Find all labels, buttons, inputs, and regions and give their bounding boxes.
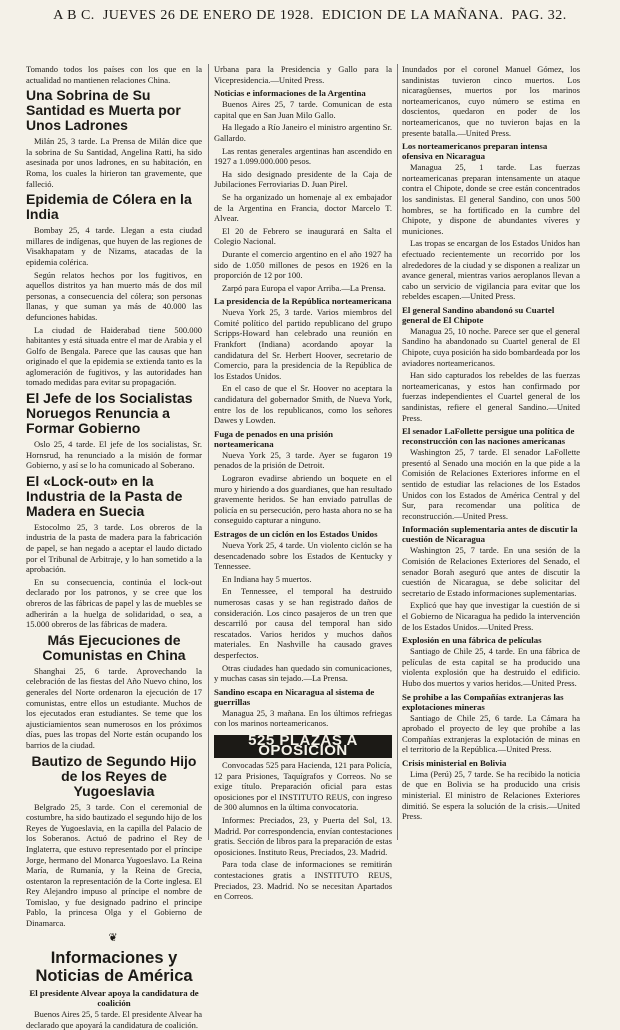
- subheadline: El general Sandino abandonó su Cuartel general de El Chipote: [402, 304, 555, 325]
- article-text: En Tennessee, el temporal ha destruido numerosas casas y se han registrado daños de consideración. Los cinco pasajeros de un tren que descarriló por causa del temporal han sido rescatados. Varios heridos y muchos daños materiales. En Nashville ha causado graves desperfectos.: [214, 586, 392, 660]
- subheadline: Sandino escapa en Nicaragua al sistema de guerrillas: [214, 686, 375, 707]
- article-text: Shanghai 25, 6 tarde. Aprovechando la celebración de las fiestas del Año Nuevo chino, los generales del Norte ordenaron la ejecución de 17 comunistas, entre ellos un estudiante. Muchos de los ejecutados eran estudiantes. Se teme que los ajusticiamientos sean numerosos en los próximos días, pues las tropas del Norte están ocupando los barrios de la ciudad.: [26, 665, 202, 750]
- header-date: JUEVES 26 DE ENERO DE 1928.: [102, 8, 314, 23]
- article-text: Nueva York 25, 3 tarde. Ayer se fugaron 19 penados de la prisión de Detroit.: [214, 449, 392, 471]
- article-text: Inundados por el coronel Manuel Gómez, los sandinistas tuvieron cinco muertos. Los nicaragüenses, muertos por los marinos norteamericanos, cuyo número se estima en doscientos, quedaron en poder de los norteamericanos, que no tuvieron bajas en la presente batalla.—United Press.: [402, 64, 580, 138]
- subheadline: La presidencia de la República norteamericana: [214, 296, 392, 307]
- article-text: En su consecuencia, continúa el lock-out declarado por los patronos, y se cree que los obreros de las fábricas de papel y las de muebles se adherirán a la huelga de solidaridad, o sea, a 15.000 obreros de las fábricas de madera.: [26, 576, 202, 630]
- headline: Epidemia de Cólera en la India: [26, 191, 192, 223]
- headline: Bautizo de Segundo Hijo de los Reyes de Yugoeslavia: [31, 752, 197, 799]
- headline: El Jefe de los Socialistas Noruegos Renuncia a Formar Gobierno: [26, 390, 193, 437]
- article-text: Milán 25, 3 tarde. La Prensa de Milán dice que la sobrina de Su Santidad, Angelina Ratti, ha sido asesinada por unos ladrones, en su habitación, en Roma, los cuales la hirieron tan gravemente, que falleció.: [26, 136, 202, 189]
- advertisement-banner: 525 PLAZAS A OPOSICION: [214, 735, 392, 758]
- page-header: [0, 8, 620, 30]
- article-text: En Indiana hay 5 muertos.: [222, 573, 312, 584]
- column-rule-1: [208, 64, 209, 840]
- headline: Una Sobrina de Su Santidad es Muerta por Unos Ladrones: [26, 87, 181, 134]
- ornament-icon: ❦: [108, 931, 120, 944]
- subheadline: Explosión en una fábrica de películas: [402, 635, 542, 646]
- article-text: Buenos Aires 25, 7 tarde. Comunican de esta capital que en San Juan Milo Gallo.: [214, 99, 392, 120]
- article-text: Lima (Perú) 25, 7 tarde. Se ha recibido la noticia de que en Bolivia se ha producido una crisis ministerial. El ministro de Relaciones Exteriores dimitió. Se espera la solución de la crisis.—United Press.: [402, 768, 580, 822]
- header-page: PAG. 32.: [511, 8, 567, 23]
- article-text: La ciudad de Haiderabad tiene 500.000 habitantes y está situada entre el mar de Arabia y el Golfo de Bengala. Parece que las causas que han originado el que la epidemia se extienda tanto es la aglomeración de fugitivos, y las autoridades han tomado medidas para evitar su propagación.: [26, 324, 202, 388]
- article-text: Nueva York 25, 4 tarde. Un violento ciclón se ha desencadenado sobre los Estados de Kentucky y Tennessee.: [214, 539, 392, 572]
- article-text: El 20 de Febrero se inaugurará en Salta el Colegio Nacional.: [214, 225, 392, 247]
- subheadline: Estragos de un ciclón en los Estados Unidos: [214, 528, 378, 539]
- header-edition: EDICION DE LA MAÑANA.: [321, 8, 504, 23]
- article-text: Lograron evadirse abriendo un boquete en el muro y hiriendo a dos guardianes, que han resultado gravemente heridos. Se han enviado patrullas de policía en su persecución, pero hasta ahora no se ha conseguido capturar a ninguno.: [214, 473, 392, 526]
- article-text: Managua 25, 3 mañana. En los últimos refriegas con los marinos norteamericanos.: [214, 707, 392, 729]
- headline: El «Lock-out» en la Industria de la Pasta de Madera en Suecia: [26, 472, 183, 519]
- article-text: Managua 25, 1 tarde. Las fuerzas norteamericanas preparan intensamente un ataque contra el Chipote, donde se cree están concentrados los sandinistas. El general Sandino, con unos 500 hombres, se ha fortificado en la cumbre del Chipote, y dispone de abundantes víveres y municiones.: [402, 162, 580, 236]
- subheadline: Crisis ministerial en Bolivia: [402, 757, 507, 768]
- article-text: Santiago de Chile 25, 4 tarde. En una fábrica de películas de esta capital se ha producido una violenta explosión que ha destruido el edificio. Hubo dos muertos y varios heridos.—United Press.: [402, 646, 580, 688]
- article-text: Zarpó para Europa el vapor Arriba.—La Prensa.: [222, 282, 386, 293]
- article-text: Ha sido designado presidente de la Caja de Jubilaciones Ferroviarias D. Juan Pirel.: [214, 168, 392, 190]
- header-paper: A B C.: [53, 8, 95, 23]
- subheadline: Información suplementaria antes de discutir la cuestión de Nicaragua: [402, 524, 578, 545]
- headline: Más Ejecuciones de Comunistas en China: [42, 631, 186, 663]
- article-text: Han sido capturados los rebeldes de las fuerzas norteamericanas, y estos han confirmado por fuerzas independientes el Cuartel general de los sandinistas, refiere el general Sandino.—United Press.: [402, 370, 580, 423]
- section-headline: Informaciones y Noticias de América: [35, 949, 193, 986]
- advertisement-text: Convocadas 525 para Hacienda, 121 para Policía, 12 para Prisiones, Taquígrafos y Correos. No se exige título. Preparación oficial para estas oposiciones por el INSTITUTO REUS, con ingreso de 300 alumnos en la última convocatoria.: [214, 760, 392, 813]
- subheadline: Fuga de penados en una prisión norteamericana: [214, 428, 334, 449]
- article-text: Buenos Aires 25, 5 tarde. El presidente Alvear ha declarado que apoyará la candidatura de coalición.: [26, 1009, 202, 1030]
- article-text: Ha llegado a Río Janeiro el ministro argentino Sr. Gallardo.: [214, 122, 392, 143]
- subheadline: Se prohibe a las Compañías extranjeras las explotaciones mineras: [402, 691, 564, 712]
- article-text: Washington 25, 7 tarde. En una sesión de la Comisión de Relaciones Exteriores del Senado, el senador Borah aseguró que antes de discutir la cuestión de Nicaragua, se debe solicitar del secretario de Estado informaciones suplementarias.: [402, 545, 580, 598]
- article-text: Las tropas se encargan de los Estados Unidos han efectuado recientemente un recorrido por los alrededores de la ciudad y se disponen a realizar un avance general, mientras varios aeroplanos llevan a cabo un servicio de vigilancia para evitar que los rebeldes escapen.—United Press.: [402, 238, 580, 302]
- article-text: Durante el comercio argentino en el año 1927 ha sido de 1.050 millones de pesos en 1926 en la proporción de 12 por 100.: [214, 248, 392, 281]
- article-text: Washington 25, 7 tarde. El senador LaFollette presentó al Senado una moción en la que pide a la Comisión de Relaciones Exteriores informe en el sentido de estudiar las relaciones de los Estados Unidos con los Estados de América Central y del Sur, para recomendar una política de reconstrucción.—United Press.: [402, 447, 580, 521]
- article-text: Estocolmo 25, 3 tarde. Los obreros de la industria de la pasta de madera para la fabricación de papel, se han negado a aceptar el laudo dictado por el Tribunal de Arbitraje, y lo han sometido a la aprobación.: [26, 521, 202, 575]
- advertisement-text: Informes: Preciados, 23, y Puerta del Sol, 13. Madrid. Por correspondencia, envían contestaciones gratis. Sección de libros para la preparación de estas oposiciones. Instituto Reus, Preciados, 23. Madrid.: [214, 815, 392, 857]
- subheadline: El presidente Alvear apoya la candidatura de coalición: [29, 988, 199, 1009]
- article-text: Tomando todos los países con los que en la actualidad no mantienen relaciones China.: [26, 64, 202, 85]
- article-text: Oslo 25, 4 tarde. El jefe de los socialistas, Sr. Hornsrud, ha renunciado a la misión de formar Gobierno, y así se lo ha comunicado al Soberano.: [26, 439, 202, 471]
- column-1: [26, 64, 202, 1030]
- article-text: Bombay 25, 4 tarde. Llegan a esta ciudad millares de indígenas, que huyen de las regiones de Visakhapatam y de Nizams, atacadas de la epidemia colérica.: [26, 225, 202, 267]
- subheadline: Noticias e informaciones de la Argentina: [214, 88, 366, 99]
- column-3: [402, 64, 580, 840]
- subheadline: El senador LaFollette persigue una política de reconstrucción con las naciones americanas: [402, 426, 575, 447]
- advertisement-text: Para toda clase de informaciones se remitirán contestaciones gratis a INSTITUTO REUS, Preciados, 23. Madrid. No se necesitan Apartados en Correos.: [214, 859, 392, 902]
- article-text: Managua 25, 10 noche. Parece ser que el general Sandino ha abandonado su Cuartel general de El Chipote, cuya posición ha sido bombardeada por los aviadores norteamericanos.: [402, 325, 580, 368]
- article-text: Belgrado 25, 3 tarde. Con el ceremonial de costumbre, ha sido bautizado el segundo hijo de los Reyes de Yugoeslavia, en la capilla del Palacio de los Soberanos. Actuó de padrino el Rey de Inglaterra, que estuvo representado por el príncipe Jorge, hermano del Monarca Yugoeslavo. La Reina María, de Rumanía, y la Reina de Grecia, ostentaron la representación de la Corte inglesa. El Rey Alejandro impuso al príncipe el nombre de Tomislao, y fue designado padrino el principe Pablo, la princesa Olga y el Gobierno de Dinamarca.: [26, 801, 202, 929]
- article-text: En el caso de que el Sr. Hoover no aceptara la candidatura del gobernador Smith, de Nueva York, entre los de los republicanos, como los señores Dawes y Lowden.: [214, 383, 392, 426]
- article-text: Nueva York 25, 3 tarde. Varios miembros del Comité político del partido republicano del grupo Scripps-Howard han celebrado una reunión en Frankfort (Indiana) acordando apoyar la candidatura del Sr. Herbert Hoover, secretario de Comercio, para la presidencia de la República de los Estados Unidos.: [214, 307, 392, 381]
- subheadline: Los norteamericanos preparan intensa ofensiva en Nicaragua: [402, 141, 548, 162]
- column-2: [214, 64, 392, 902]
- article-text: Otras ciudades han quedado sin comunicaciones, y muchas casas sin tejado.—La Prensa.: [214, 662, 392, 684]
- column-rule-2: [397, 64, 398, 840]
- article-text: Se ha organizado un homenaje al ex embajador de la Argentina en Francia, doctor Marcelo T. Alvear.: [214, 191, 392, 224]
- article-text: Urbana para la Presidencia y Gallo para la Vicepresidencia.—United Press.: [214, 64, 392, 85]
- article-text: Explicó que hay que investigar la cuestión de si el Gobierno de Nicaragua ha pedido la intervención de los Estados Unidos.—United Press.: [402, 600, 580, 632]
- article-text: Según relatos hechos por los fugitivos, en aquellos distritos ya han muerto más de dos mil personas, a consecuencia del cólera; son personas llanas, y que suman ya más de 40.000 las defunciones habidas.: [26, 269, 202, 322]
- article-text: Las rentas generales argentinas han ascendido en 1927 a 1.099.000.000 pesos.: [214, 145, 392, 167]
- article-text: Santiago de Chile 25, 6 tarde. La Cámara ha aprobado el proyecto de ley que prohíbe a las Compañías extranjeras la explotación de minas en el territorio de la República.—United Press.: [402, 712, 580, 755]
